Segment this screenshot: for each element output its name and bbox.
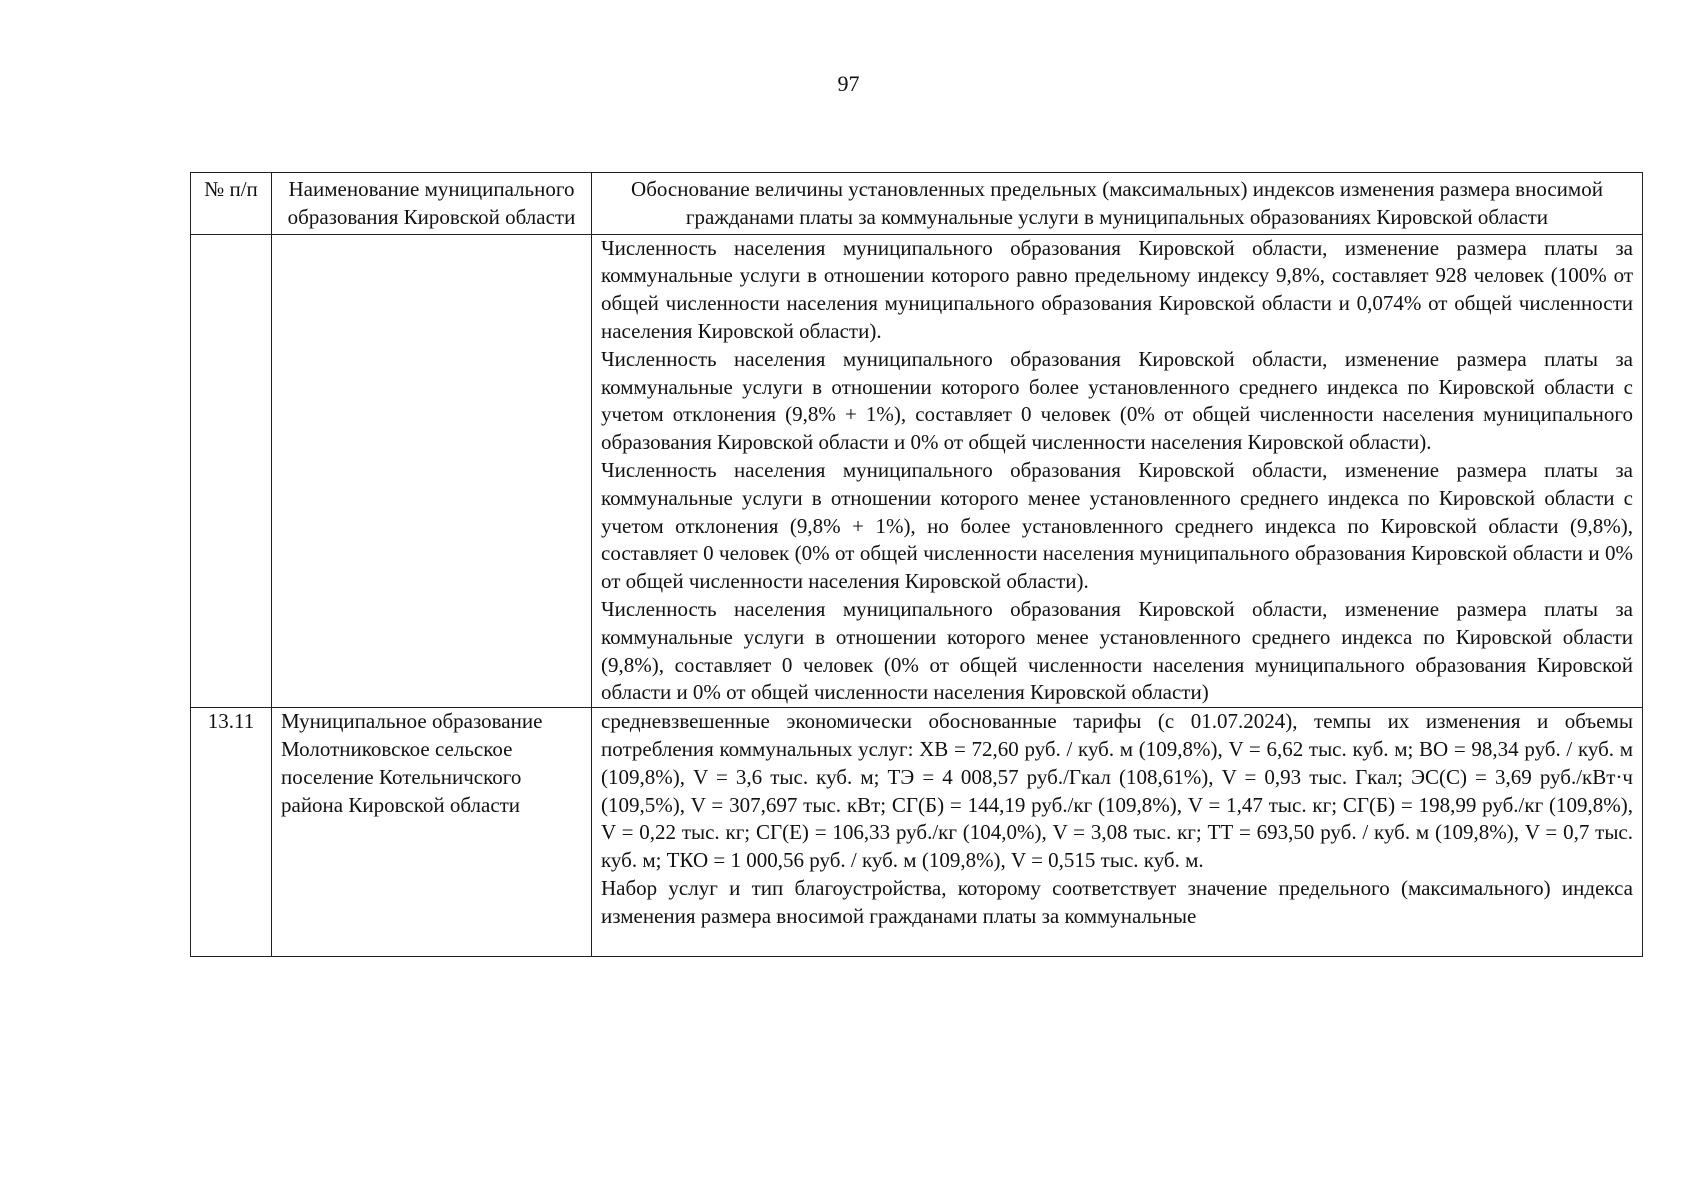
row-municipality-name [272, 234, 592, 708]
page-number: 97 [837, 71, 860, 96]
table-row [191, 234, 1643, 708]
justification-paragraph: Численность населения муниципального образования Кировской области, изменение размера платы за коммунальные услуги в отношении которого более установленного среднего индекса по Кировской области с учетом отклонения (9,8% + 1%), составляет 0 человек (0% от общей численности населения муниципального образования Кировской области и 0% от общей численности населения Кировской области). [601, 346, 1633, 455]
justification-paragraph: средневзвешенные экономически обоснованные тарифы (с 01.07.2024), темпы их изменения и объемы потребления коммунальных услуг: ХВ = 72,60 руб. / куб. м (109,8%), V = 6,62 тыс. куб. м; ВО = 98,34 руб. / куб. м (109,8%), V = 3,6 тыс. куб. м; ТЭ = 4 008,57 руб./Гкал (108,61%), V = 0,93 тыс. Гкал; ЭС(С) = 3,69 руб./кВт·ч (109,5%), V = 307,697 тыс. кВт; СГ(Б) = 144,19 руб./кг (109,8%), V = 1,47 тыс. кг; СГ(Б) = 198,99 руб./кг (109,8%), V = 0,22 тыс. кг; СГ(Е) = 106,33 руб./кг (104,0%), V = 3,08 тыс. кг; ТТ = 693,50 руб. / куб. м (109,8%), V = 0,7 тыс. куб. м; ТКО = 1 000,56 руб. / куб. м (109,8%), V = 0,515 тыс. куб. м. [601, 709, 1633, 873]
header-municipality-name: Наименование муниципального образования Кировской области [272, 173, 592, 235]
indices-table [190, 172, 1643, 957]
header-justification: Обоснование величины установленных предельных (максимальных) индексов изменения размера вносимой гражданами платы за коммунальные услуги в муниципальных образованиях Кировской области [592, 173, 1643, 235]
header-number: № п/п [191, 173, 272, 235]
justification-paragraph: Численность населения муниципального образования Кировской области, изменение размера платы за коммунальные услуги в отношении которого менее установленного среднего индекса по Кировской области с учетом отклонения (9,8% + 1%), но более установленного среднего индекса по Кировской области (9,8%), составляет 0 человек (0% от общей численности населения муниципального образования Кировской области и 0% от общей численности населения Кировской области). [601, 457, 1633, 594]
justification-paragraph: Набор услуг и тип благоустройства, которому соответствует значение предельного (максимального) индекса изменения размера вносимой гражданами платы за коммунальные [601, 875, 1633, 928]
row-number: 13.11 [191, 708, 272, 957]
row-municipality-name: Муниципальное образование Молотниковское сельское поселение Котельничского района Кировской области [272, 708, 592, 957]
row-justification [592, 708, 1643, 957]
table-row [191, 708, 1643, 957]
row-justification [592, 234, 1643, 708]
table-header-row [191, 173, 1643, 235]
row-number [191, 234, 272, 708]
justification-paragraph: Численность населения муниципального образования Кировской области, изменение размера платы за коммунальные услуги в отношении которого менее установленного среднего индекса по Кировской области (9,8%), составляет 0 человек (0% от общей численности населения муниципального образования Кировской области и 0% от общей численности населения Кировской области) [601, 596, 1633, 705]
justification-paragraph: Численность населения муниципального образования Кировской области, изменение размера платы за коммунальные услуги в отношении которого равно предельному индексу 9,8%, составляет 928 человек (100% от общей численности населения муниципального образования Кировской области и 0,074% от общей численности населения Кировской области). [601, 235, 1633, 343]
